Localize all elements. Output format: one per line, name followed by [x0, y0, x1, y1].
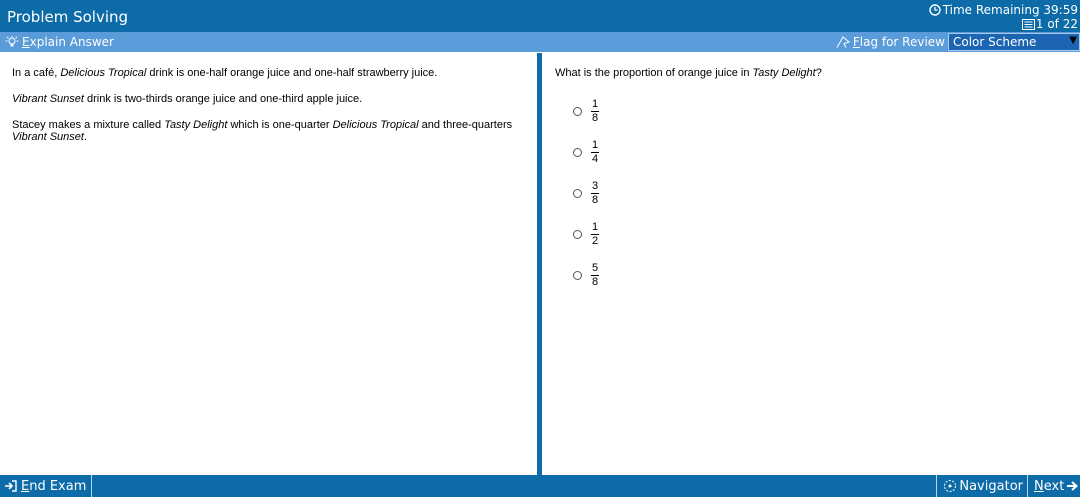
numerator: 3	[592, 180, 599, 192]
drink-name: Vibrant Sunset	[12, 93, 84, 105]
fraction	[591, 181, 599, 206]
toolbar	[0, 32, 1080, 52]
title-bar	[0, 0, 1080, 32]
question-stem	[555, 67, 1067, 79]
denominator: 8	[592, 112, 599, 124]
radio-button[interactable]	[573, 271, 582, 280]
fraction	[591, 263, 599, 288]
passage-text: Stacey makes a mixture called	[12, 119, 165, 131]
time-remaining[interactable]	[929, 3, 1078, 17]
next-label: ext	[1043, 478, 1065, 494]
passage-text: In a café,	[12, 67, 61, 79]
denominator: 8	[592, 276, 599, 288]
numerator: 1	[592, 221, 599, 233]
navigator-icon	[943, 479, 957, 493]
passage-text: which is one-quarter	[227, 119, 333, 131]
answer-option-a[interactable]	[573, 91, 1067, 132]
question-counter-label: 1 of 22	[1035, 17, 1078, 31]
lightbulb-icon	[5, 36, 19, 48]
fraction	[591, 140, 599, 165]
answer-options	[555, 91, 1067, 296]
fraction	[591, 222, 599, 247]
passage-paragraph-1	[12, 67, 525, 79]
passage-text: drink is one-half orange juice and one-half strawberry juice.	[146, 67, 438, 79]
flag-icon	[836, 36, 850, 48]
explain-answer-button[interactable]	[5, 35, 114, 49]
question-list-icon	[1022, 19, 1035, 30]
navigator-button[interactable]	[936, 475, 1028, 497]
bottom-bar	[0, 475, 1080, 497]
drink-name: Tasty Delight	[164, 119, 228, 131]
flag-label: lag for Review	[859, 35, 945, 49]
time-remaining-label: Time Remaining 39:59	[942, 3, 1078, 17]
passage-paragraph-2	[12, 93, 525, 105]
navigator-label: Navi	[959, 478, 989, 494]
end-exam-label: nd Exam	[29, 478, 87, 494]
passage-pane	[0, 53, 537, 475]
clock-icon	[929, 4, 941, 16]
drink-name: Delicious Tropical	[60, 67, 147, 79]
answer-option-d[interactable]	[573, 214, 1067, 255]
dropdown-arrow-icon: ▼	[1069, 35, 1077, 46]
radio-button[interactable]	[573, 148, 582, 157]
end-exam-button[interactable]	[0, 475, 92, 497]
question-counter[interactable]	[1022, 17, 1078, 31]
drink-name: Vibrant Sunset	[12, 131, 84, 143]
radio-button[interactable]	[573, 189, 582, 198]
drink-name: Delicious Tropical	[332, 119, 419, 131]
numerator: 1	[592, 139, 599, 151]
denominator: 8	[592, 194, 599, 206]
next-accesskey: N	[1034, 478, 1044, 494]
color-scheme-value: Color Scheme	[953, 35, 1037, 49]
explain-answer-accesskey: E	[22, 35, 30, 49]
explain-answer-label: xplain Answer	[29, 35, 114, 49]
denominator: 4	[592, 153, 599, 165]
passage-text: .	[83, 131, 88, 143]
end-exam-accesskey: E	[21, 478, 30, 494]
color-scheme-select[interactable]	[948, 33, 1080, 51]
flag-accesskey: F	[852, 35, 860, 49]
exit-icon	[4, 480, 17, 492]
radio-button[interactable]	[573, 107, 582, 116]
navigator-label: ator	[996, 478, 1023, 494]
answer-option-c[interactable]	[573, 173, 1067, 214]
question-pane	[542, 53, 1080, 475]
question-text: ?	[815, 67, 822, 79]
passage-paragraph-3	[12, 119, 525, 143]
navigator-accesskey: g	[988, 478, 997, 494]
answer-option-e[interactable]	[573, 255, 1067, 296]
drink-name: Tasty Delight	[752, 67, 816, 79]
next-button[interactable]	[1028, 475, 1080, 497]
arrow-right-icon	[1067, 480, 1078, 492]
question-text: What is the proportion of orange juice in	[555, 67, 753, 79]
denominator: 2	[592, 235, 599, 247]
flag-for-review-button[interactable]	[836, 35, 945, 49]
radio-button[interactable]	[573, 230, 582, 239]
passage-text: drink is two-thirds orange juice and one-third apple juice.	[83, 93, 363, 105]
fraction	[591, 99, 599, 124]
numerator: 5	[592, 262, 599, 274]
passage-text: and three-quarters	[418, 119, 513, 131]
numerator: 1	[592, 98, 599, 110]
section-title: Problem Solving	[7, 8, 129, 26]
answer-option-b[interactable]	[573, 132, 1067, 173]
